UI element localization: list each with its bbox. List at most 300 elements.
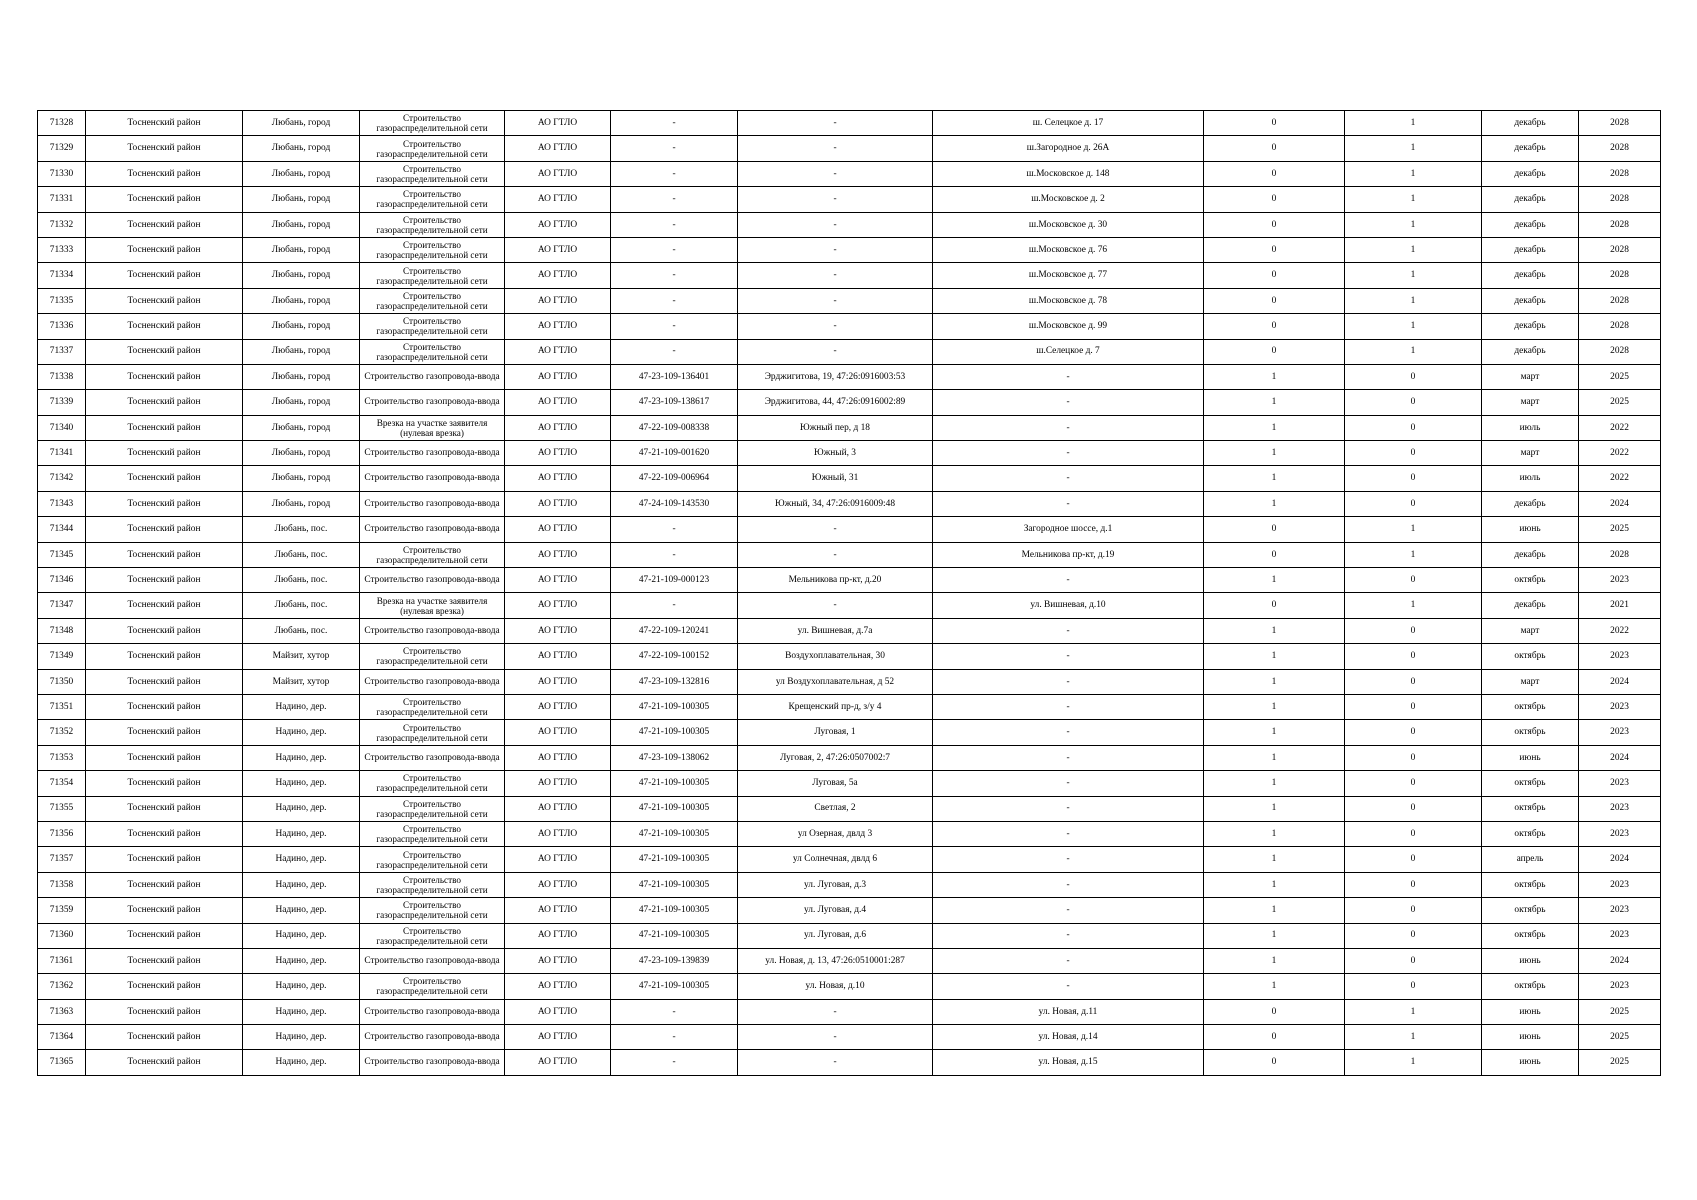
- planned-address-cell: -: [933, 466, 1204, 491]
- row-id-cell: 71333: [38, 237, 86, 262]
- tu-number-cell: 47-21-109-100305: [611, 796, 738, 821]
- tu-number-cell: 47-21-109-100305: [611, 898, 738, 923]
- planned-address-cell: ш.Московское д. 2: [933, 187, 1204, 212]
- count-1-cell: 1: [1204, 720, 1345, 745]
- work-type-cell: Строительство газораспределительной сети: [360, 161, 505, 186]
- table-row: [38, 644, 1661, 669]
- year-cell: 2028: [1579, 212, 1661, 237]
- month-cell: март: [1482, 618, 1579, 643]
- organization-cell: АО ГТЛО: [505, 974, 611, 999]
- object-address-cell: -: [738, 187, 933, 212]
- work-type-cell: Строительство газопровода-ввода: [360, 999, 505, 1024]
- organization-cell: АО ГТЛО: [505, 618, 611, 643]
- table-row: [38, 821, 1661, 846]
- work-type-cell: Строительство газораспределительной сети: [360, 212, 505, 237]
- organization-cell: АО ГТЛО: [505, 390, 611, 415]
- planned-address-cell: ш.Московское д. 76: [933, 237, 1204, 262]
- table-row: [38, 111, 1661, 136]
- count-1-cell: 0: [1204, 212, 1345, 237]
- district-cell: Тосненский район: [86, 161, 243, 186]
- row-id-cell: 71348: [38, 618, 86, 643]
- locality-cell: Любань, город: [243, 212, 360, 237]
- object-address-cell: ул Солнечная, двлд 6: [738, 847, 933, 872]
- planned-address-cell: -: [933, 796, 1204, 821]
- month-cell: декабрь: [1482, 339, 1579, 364]
- district-cell: Тосненский район: [86, 187, 243, 212]
- locality-cell: Любань, город: [243, 339, 360, 364]
- object-address-cell: -: [738, 339, 933, 364]
- count-1-cell: 1: [1204, 745, 1345, 770]
- object-address-cell: -: [738, 111, 933, 136]
- locality-cell: Надино, дер.: [243, 898, 360, 923]
- planned-address-cell: -: [933, 847, 1204, 872]
- count-1-cell: 1: [1204, 872, 1345, 897]
- locality-cell: Любань, город: [243, 111, 360, 136]
- count-1-cell: 0: [1204, 1025, 1345, 1050]
- object-address-cell: Южный, 3: [738, 441, 933, 466]
- organization-cell: АО ГТЛО: [505, 1025, 611, 1050]
- table-row: [38, 898, 1661, 923]
- organization-cell: АО ГТЛО: [505, 694, 611, 719]
- tu-number-cell: -: [611, 1050, 738, 1075]
- planned-address-cell: -: [933, 948, 1204, 973]
- district-cell: Тосненский район: [86, 618, 243, 643]
- district-cell: Тосненский район: [86, 111, 243, 136]
- count-1-cell: 1: [1204, 898, 1345, 923]
- count-1-cell: 0: [1204, 288, 1345, 313]
- count-2-cell: 1: [1345, 517, 1482, 542]
- planned-address-cell: -: [933, 364, 1204, 389]
- organization-cell: АО ГТЛО: [505, 568, 611, 593]
- month-cell: июль: [1482, 466, 1579, 491]
- district-cell: Тосненский район: [86, 694, 243, 719]
- table-row: [38, 948, 1661, 973]
- locality-cell: Любань, пос.: [243, 618, 360, 643]
- work-type-cell: Строительство газопровода-ввода: [360, 441, 505, 466]
- organization-cell: АО ГТЛО: [505, 517, 611, 542]
- count-2-cell: 1: [1345, 1025, 1482, 1050]
- year-cell: 2022: [1579, 618, 1661, 643]
- locality-cell: Надино, дер.: [243, 948, 360, 973]
- month-cell: апрель: [1482, 847, 1579, 872]
- year-cell: 2025: [1579, 517, 1661, 542]
- table-row: [38, 796, 1661, 821]
- count-2-cell: 1: [1345, 339, 1482, 364]
- count-1-cell: 0: [1204, 111, 1345, 136]
- year-cell: 2023: [1579, 898, 1661, 923]
- year-cell: 2028: [1579, 263, 1661, 288]
- table-row: [38, 491, 1661, 516]
- locality-cell: Любань, пос.: [243, 593, 360, 618]
- district-cell: Тосненский район: [86, 1025, 243, 1050]
- district-cell: Тосненский район: [86, 466, 243, 491]
- count-2-cell: 0: [1345, 390, 1482, 415]
- year-cell: 2025: [1579, 1050, 1661, 1075]
- year-cell: 2022: [1579, 441, 1661, 466]
- table-row: [38, 364, 1661, 389]
- district-cell: Тосненский район: [86, 364, 243, 389]
- planned-address-cell: ш.Московское д. 78: [933, 288, 1204, 313]
- row-id-cell: 71352: [38, 720, 86, 745]
- table-row: [38, 669, 1661, 694]
- count-2-cell: 1: [1345, 161, 1482, 186]
- row-id-cell: 71363: [38, 999, 86, 1024]
- month-cell: октябрь: [1482, 694, 1579, 719]
- work-type-cell: Строительство газораспределительной сети: [360, 288, 505, 313]
- row-id-cell: 71365: [38, 1050, 86, 1075]
- object-address-cell: -: [738, 288, 933, 313]
- work-type-cell: Врезка на участке заявителя (нулевая врезка): [360, 415, 505, 440]
- locality-cell: Любань, город: [243, 415, 360, 440]
- district-cell: Тосненский район: [86, 517, 243, 542]
- tu-number-cell: 47-21-109-100305: [611, 771, 738, 796]
- locality-cell: Надино, дер.: [243, 923, 360, 948]
- district-cell: Тосненский район: [86, 237, 243, 262]
- table-row: [38, 136, 1661, 161]
- count-2-cell: 0: [1345, 923, 1482, 948]
- table-row: [38, 720, 1661, 745]
- table-row: [38, 872, 1661, 897]
- organization-cell: АО ГТЛО: [505, 263, 611, 288]
- table-row: [38, 847, 1661, 872]
- work-type-cell: Строительство газораспределительной сети: [360, 872, 505, 897]
- count-2-cell: 0: [1345, 745, 1482, 770]
- organization-cell: АО ГТЛО: [505, 212, 611, 237]
- object-address-cell: ул Воздухоплавательная, д 52: [738, 669, 933, 694]
- year-cell: 2025: [1579, 390, 1661, 415]
- month-cell: октябрь: [1482, 771, 1579, 796]
- year-cell: 2028: [1579, 314, 1661, 339]
- count-1-cell: 0: [1204, 593, 1345, 618]
- table-row: [38, 593, 1661, 618]
- table-body: [38, 111, 1661, 1076]
- organization-cell: АО ГТЛО: [505, 796, 611, 821]
- count-2-cell: 1: [1345, 314, 1482, 339]
- row-id-cell: 71331: [38, 187, 86, 212]
- year-cell: 2025: [1579, 364, 1661, 389]
- organization-cell: АО ГТЛО: [505, 923, 611, 948]
- count-2-cell: 0: [1345, 771, 1482, 796]
- month-cell: октябрь: [1482, 644, 1579, 669]
- tu-number-cell: 47-21-109-100305: [611, 974, 738, 999]
- row-id-cell: 71353: [38, 745, 86, 770]
- work-type-cell: Врезка на участке заявителя (нулевая врезка): [360, 593, 505, 618]
- count-2-cell: 0: [1345, 618, 1482, 643]
- table-row: [38, 1025, 1661, 1050]
- tu-number-cell: 47-22-109-100152: [611, 644, 738, 669]
- row-id-cell: 71332: [38, 212, 86, 237]
- count-1-cell: 1: [1204, 669, 1345, 694]
- tu-number-cell: 47-22-109-006964: [611, 466, 738, 491]
- count-2-cell: 0: [1345, 415, 1482, 440]
- tu-number-cell: 47-21-109-100305: [611, 847, 738, 872]
- row-id-cell: 71349: [38, 644, 86, 669]
- planned-address-cell: -: [933, 441, 1204, 466]
- organization-cell: АО ГТЛО: [505, 999, 611, 1024]
- year-cell: 2023: [1579, 923, 1661, 948]
- locality-cell: Надино, дер.: [243, 821, 360, 846]
- tu-number-cell: 47-22-109-120241: [611, 618, 738, 643]
- district-cell: Тосненский район: [86, 974, 243, 999]
- year-cell: 2028: [1579, 187, 1661, 212]
- row-id-cell: 71358: [38, 872, 86, 897]
- table-row: [38, 390, 1661, 415]
- month-cell: октябрь: [1482, 821, 1579, 846]
- count-1-cell: 0: [1204, 999, 1345, 1024]
- planned-address-cell: -: [933, 390, 1204, 415]
- planned-address-cell: -: [933, 771, 1204, 796]
- locality-cell: Надино, дер.: [243, 796, 360, 821]
- count-2-cell: 1: [1345, 111, 1482, 136]
- work-type-cell: Строительство газораспределительной сети: [360, 974, 505, 999]
- work-type-cell: Строительство газораспределительной сети: [360, 111, 505, 136]
- count-2-cell: 0: [1345, 669, 1482, 694]
- table-row: [38, 212, 1661, 237]
- year-cell: 2028: [1579, 161, 1661, 186]
- count-1-cell: 0: [1204, 263, 1345, 288]
- tu-number-cell: 47-24-109-143530: [611, 491, 738, 516]
- year-cell: 2023: [1579, 720, 1661, 745]
- organization-cell: АО ГТЛО: [505, 187, 611, 212]
- tu-number-cell: 47-21-109-000123: [611, 568, 738, 593]
- tu-number-cell: -: [611, 111, 738, 136]
- district-cell: Тосненский район: [86, 568, 243, 593]
- district-cell: Тосненский район: [86, 491, 243, 516]
- table-row: [38, 288, 1661, 313]
- object-address-cell: -: [738, 263, 933, 288]
- count-2-cell: 0: [1345, 898, 1482, 923]
- month-cell: декабрь: [1482, 314, 1579, 339]
- organization-cell: АО ГТЛО: [505, 1050, 611, 1075]
- object-address-cell: ул. Вишневая, д.7а: [738, 618, 933, 643]
- month-cell: март: [1482, 390, 1579, 415]
- year-cell: 2021: [1579, 593, 1661, 618]
- locality-cell: Надино, дер.: [243, 1050, 360, 1075]
- count-2-cell: 0: [1345, 441, 1482, 466]
- organization-cell: АО ГТЛО: [505, 161, 611, 186]
- object-address-cell: -: [738, 136, 933, 161]
- planned-address-cell: -: [933, 568, 1204, 593]
- locality-cell: Любань, город: [243, 314, 360, 339]
- locality-cell: Любань, город: [243, 136, 360, 161]
- organization-cell: АО ГТЛО: [505, 364, 611, 389]
- year-cell: 2023: [1579, 872, 1661, 897]
- table-row: [38, 568, 1661, 593]
- organization-cell: АО ГТЛО: [505, 314, 611, 339]
- tu-number-cell: -: [611, 314, 738, 339]
- object-address-cell: ул. Новая, д. 13, 47:26:0510001:287: [738, 948, 933, 973]
- count-1-cell: 1: [1204, 644, 1345, 669]
- object-address-cell: -: [738, 1025, 933, 1050]
- year-cell: 2024: [1579, 948, 1661, 973]
- month-cell: октябрь: [1482, 796, 1579, 821]
- tu-number-cell: -: [611, 263, 738, 288]
- district-cell: Тосненский район: [86, 390, 243, 415]
- locality-cell: Надино, дер.: [243, 694, 360, 719]
- locality-cell: Любань, пос.: [243, 542, 360, 567]
- object-address-cell: Светлая, 2: [738, 796, 933, 821]
- year-cell: 2025: [1579, 1025, 1661, 1050]
- planned-address-cell: ш.Селецкое д. 7: [933, 339, 1204, 364]
- table-row: [38, 923, 1661, 948]
- row-id-cell: 71360: [38, 923, 86, 948]
- locality-cell: Любань, город: [243, 491, 360, 516]
- tu-number-cell: 47-23-109-139839: [611, 948, 738, 973]
- count-1-cell: 1: [1204, 441, 1345, 466]
- year-cell: 2028: [1579, 111, 1661, 136]
- row-id-cell: 71340: [38, 415, 86, 440]
- month-cell: декабрь: [1482, 237, 1579, 262]
- row-id-cell: 71338: [38, 364, 86, 389]
- count-1-cell: 1: [1204, 694, 1345, 719]
- count-1-cell: 1: [1204, 771, 1345, 796]
- organization-cell: АО ГТЛО: [505, 720, 611, 745]
- table-row: [38, 466, 1661, 491]
- object-address-cell: ул Озерная, двлд 3: [738, 821, 933, 846]
- organization-cell: АО ГТЛО: [505, 644, 611, 669]
- work-type-cell: Строительство газораспределительной сети: [360, 720, 505, 745]
- locality-cell: Надино, дер.: [243, 745, 360, 770]
- district-cell: Тосненский район: [86, 872, 243, 897]
- table-row: [38, 542, 1661, 567]
- work-type-cell: Строительство газопровода-ввода: [360, 948, 505, 973]
- locality-cell: Надино, дер.: [243, 999, 360, 1024]
- table-row: [38, 187, 1661, 212]
- row-id-cell: 71346: [38, 568, 86, 593]
- locality-cell: Любань, город: [243, 288, 360, 313]
- count-1-cell: 1: [1204, 974, 1345, 999]
- planned-address-cell: Мельникова пр-кт, д.19: [933, 542, 1204, 567]
- object-address-cell: Луговая, 2, 47:26:0507002:7: [738, 745, 933, 770]
- tu-number-cell: 47-23-109-132816: [611, 669, 738, 694]
- object-address-cell: ул. Новая, д.10: [738, 974, 933, 999]
- count-2-cell: 0: [1345, 847, 1482, 872]
- district-cell: Тосненский район: [86, 923, 243, 948]
- count-2-cell: 1: [1345, 212, 1482, 237]
- month-cell: декабрь: [1482, 593, 1579, 618]
- count-1-cell: 0: [1204, 339, 1345, 364]
- work-type-cell: Строительство газораспределительной сети: [360, 263, 505, 288]
- year-cell: 2028: [1579, 136, 1661, 161]
- row-id-cell: 71341: [38, 441, 86, 466]
- tu-number-cell: 47-21-109-001620: [611, 441, 738, 466]
- count-2-cell: 0: [1345, 694, 1482, 719]
- table-row: [38, 415, 1661, 440]
- tu-number-cell: -: [611, 517, 738, 542]
- district-cell: Тосненский район: [86, 263, 243, 288]
- planned-address-cell: ш. Селецкое д. 17: [933, 111, 1204, 136]
- locality-cell: Любань, город: [243, 441, 360, 466]
- work-type-cell: Строительство газораспределительной сети: [360, 694, 505, 719]
- count-1-cell: 1: [1204, 796, 1345, 821]
- row-id-cell: 71328: [38, 111, 86, 136]
- table-row: [38, 517, 1661, 542]
- object-address-cell: Луговая, 5а: [738, 771, 933, 796]
- locality-cell: Любань, город: [243, 364, 360, 389]
- tu-number-cell: -: [611, 1025, 738, 1050]
- table-row: [38, 618, 1661, 643]
- organization-cell: АО ГТЛО: [505, 466, 611, 491]
- locality-cell: Любань, город: [243, 237, 360, 262]
- count-1-cell: 0: [1204, 237, 1345, 262]
- object-address-cell: Эрджигитова, 19, 47:26:0916003:53: [738, 364, 933, 389]
- tu-number-cell: 47-21-109-100305: [611, 720, 738, 745]
- year-cell: 2028: [1579, 339, 1661, 364]
- table-row: [38, 263, 1661, 288]
- district-cell: Тосненский район: [86, 745, 243, 770]
- month-cell: октябрь: [1482, 720, 1579, 745]
- object-address-cell: Мельникова пр-кт, д.20: [738, 568, 933, 593]
- organization-cell: АО ГТЛО: [505, 948, 611, 973]
- count-1-cell: 0: [1204, 314, 1345, 339]
- tu-number-cell: -: [611, 161, 738, 186]
- month-cell: октябрь: [1482, 568, 1579, 593]
- district-cell: Тосненский район: [86, 415, 243, 440]
- row-id-cell: 71337: [38, 339, 86, 364]
- work-type-cell: Строительство газораспределительной сети: [360, 542, 505, 567]
- count-2-cell: 0: [1345, 568, 1482, 593]
- tu-number-cell: -: [611, 999, 738, 1024]
- district-cell: Тосненский район: [86, 1050, 243, 1075]
- count-2-cell: 1: [1345, 263, 1482, 288]
- year-cell: 2024: [1579, 491, 1661, 516]
- district-cell: Тосненский район: [86, 542, 243, 567]
- object-address-cell: -: [738, 999, 933, 1024]
- object-address-cell: Воздухоплавательная, 30: [738, 644, 933, 669]
- work-type-cell: Строительство газораспределительной сети: [360, 796, 505, 821]
- count-2-cell: 0: [1345, 720, 1482, 745]
- month-cell: октябрь: [1482, 872, 1579, 897]
- count-1-cell: 1: [1204, 466, 1345, 491]
- count-2-cell: 0: [1345, 491, 1482, 516]
- organization-cell: АО ГТЛО: [505, 593, 611, 618]
- month-cell: декабрь: [1482, 161, 1579, 186]
- year-cell: 2025: [1579, 999, 1661, 1024]
- work-type-cell: Строительство газораспределительной сети: [360, 339, 505, 364]
- locality-cell: Надино, дер.: [243, 720, 360, 745]
- planned-address-cell: -: [933, 618, 1204, 643]
- object-address-cell: -: [738, 593, 933, 618]
- count-1-cell: 1: [1204, 821, 1345, 846]
- organization-cell: АО ГТЛО: [505, 771, 611, 796]
- count-2-cell: 0: [1345, 974, 1482, 999]
- month-cell: декабрь: [1482, 136, 1579, 161]
- table-row: [38, 441, 1661, 466]
- year-cell: 2022: [1579, 466, 1661, 491]
- month-cell: декабрь: [1482, 263, 1579, 288]
- organization-cell: АО ГТЛО: [505, 136, 611, 161]
- locality-cell: Надино, дер.: [243, 1025, 360, 1050]
- tu-number-cell: 47-21-109-100305: [611, 821, 738, 846]
- year-cell: 2022: [1579, 415, 1661, 440]
- district-cell: Тосненский район: [86, 847, 243, 872]
- district-cell: Тосненский район: [86, 720, 243, 745]
- planned-address-cell: -: [933, 644, 1204, 669]
- organization-cell: АО ГТЛО: [505, 669, 611, 694]
- work-type-cell: Строительство газораспределительной сети: [360, 187, 505, 212]
- organization-cell: АО ГТЛО: [505, 872, 611, 897]
- object-address-cell: ул. Луговая, д.6: [738, 923, 933, 948]
- year-cell: 2023: [1579, 821, 1661, 846]
- district-cell: Тосненский район: [86, 441, 243, 466]
- row-id-cell: 71350: [38, 669, 86, 694]
- table-row: [38, 694, 1661, 719]
- table-row: [38, 974, 1661, 999]
- count-1-cell: 0: [1204, 1050, 1345, 1075]
- planned-address-cell: -: [933, 415, 1204, 440]
- row-id-cell: 71361: [38, 948, 86, 973]
- table-row: [38, 999, 1661, 1024]
